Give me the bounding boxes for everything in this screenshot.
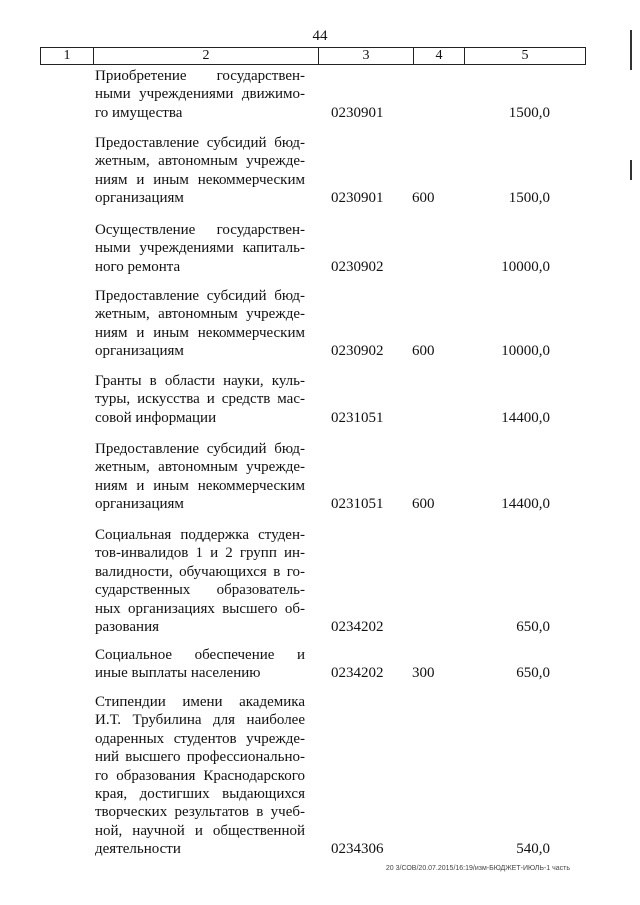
description-line: Предоставление субсидий бюд- (95, 441, 305, 457)
description-line: Приобретение государствен- (95, 68, 305, 84)
amount: 650,0 (516, 665, 550, 682)
description-line: жетным, автономным учрежде- (95, 153, 305, 170)
amount: 650,0 (516, 619, 550, 635)
description-line: организациям (95, 343, 184, 360)
description-line: Гранты в области науки, куль- (95, 373, 305, 389)
row-description (95, 526, 305, 636)
description-line: деятельности (95, 841, 181, 858)
description-line: иные выплаты населению (95, 665, 261, 682)
description-line: одаренных студентов учрежде- (95, 730, 305, 747)
row-description (95, 372, 305, 427)
description-line: ниям и иным некоммерческим (95, 477, 305, 494)
amount: 540,0 (516, 841, 550, 858)
footer-stamp: 20 3/СОВ/20.07.2015/16:19/изм-БЮДЖЕТ-ИЮЛЬ-1 часть (385, 865, 570, 872)
description-line: ных организациях высшего об- (95, 600, 305, 617)
description-line: валидности, обучающихся в го- (95, 563, 305, 580)
row-description (95, 646, 305, 683)
expense-type-code: 600 (412, 343, 435, 360)
header-col-3: 3 (319, 48, 414, 65)
description-line: ными учреждениями движимо- (95, 86, 305, 103)
description-line: ной, научной и общественной (95, 822, 305, 839)
expense-type-code: 300 (412, 665, 435, 682)
target-article-code: 0230901 (331, 190, 384, 207)
amount: 10000,0 (501, 258, 550, 275)
target-article-code: 0230901 (331, 104, 384, 121)
row-description (95, 134, 305, 208)
description-line: организациям (95, 190, 184, 207)
page-number: 44 (312, 28, 328, 44)
description-line: И.Т. Трубилина для наиболее (95, 712, 305, 729)
description-line: ний высшего профессионально- (95, 749, 305, 766)
description-line: ными учреждениями капиталь- (95, 240, 305, 257)
row-description (95, 693, 305, 859)
description-line: жетным, автономным учрежде- (95, 459, 305, 476)
target-article-code: 0231051 (331, 496, 384, 513)
target-article-code: 0231051 (331, 409, 384, 426)
row-description (95, 287, 305, 361)
target-article-code: 0234306 (331, 841, 384, 858)
target-article-code: 0234202 (331, 619, 384, 635)
scan-edge-mark (630, 30, 632, 70)
amount: 1500,0 (508, 104, 550, 121)
description-line: разования (95, 619, 159, 636)
description-line: го образования Краснодарского (95, 767, 305, 784)
column-header-table (40, 47, 586, 65)
description-line: Осуществление государствен- (95, 222, 305, 238)
description-line: Стипендии имени академика (95, 694, 305, 710)
scan-edge-mark (630, 160, 632, 180)
amount: 1500,0 (508, 190, 550, 207)
description-line: Предоставление субсидий бюд- (95, 288, 305, 304)
description-line: сударственных образователь- (95, 582, 305, 599)
column-header-row (41, 48, 586, 65)
row-description (95, 440, 305, 514)
target-article-code: 0234202 (331, 665, 384, 682)
description-line: жетным, автономным учрежде- (95, 306, 305, 323)
row-description (95, 67, 305, 122)
amount: 10000,0 (501, 343, 550, 360)
target-article-code: 0230902 (331, 343, 384, 360)
target-article-code: 0230902 (331, 258, 384, 275)
expense-type-code: 600 (412, 190, 435, 207)
description-line: Социальная поддержка студен- (95, 527, 305, 543)
description-line: ниям и иным некоммерческим (95, 171, 305, 188)
header-col-1: 1 (41, 48, 94, 65)
description-line: Социальное обеспечение и (95, 647, 305, 663)
description-line: творческих результатов в учеб- (95, 804, 305, 821)
description-line: туры, искусства и средств мас- (95, 391, 305, 408)
description-line: Предоставление субсидий бюд- (95, 135, 305, 151)
description-line: го имущества (95, 104, 183, 121)
description-line: совой информации (95, 409, 217, 426)
header-col-5: 5 (465, 48, 586, 65)
header-col-2: 2 (94, 48, 319, 65)
description-line: организациям (95, 496, 184, 513)
header-col-4: 4 (414, 48, 465, 65)
description-line: ного ремонта (95, 258, 181, 275)
description-line: края, достигших выдающихся (95, 786, 305, 803)
description-line: тов-инвалидов 1 и 2 групп ин- (95, 545, 305, 562)
description-line: ниям и иным некоммерческим (95, 324, 305, 341)
row-description (95, 221, 305, 276)
amount: 14400,0 (501, 496, 550, 513)
amount: 14400,0 (501, 409, 550, 426)
expense-type-code: 600 (412, 496, 435, 513)
